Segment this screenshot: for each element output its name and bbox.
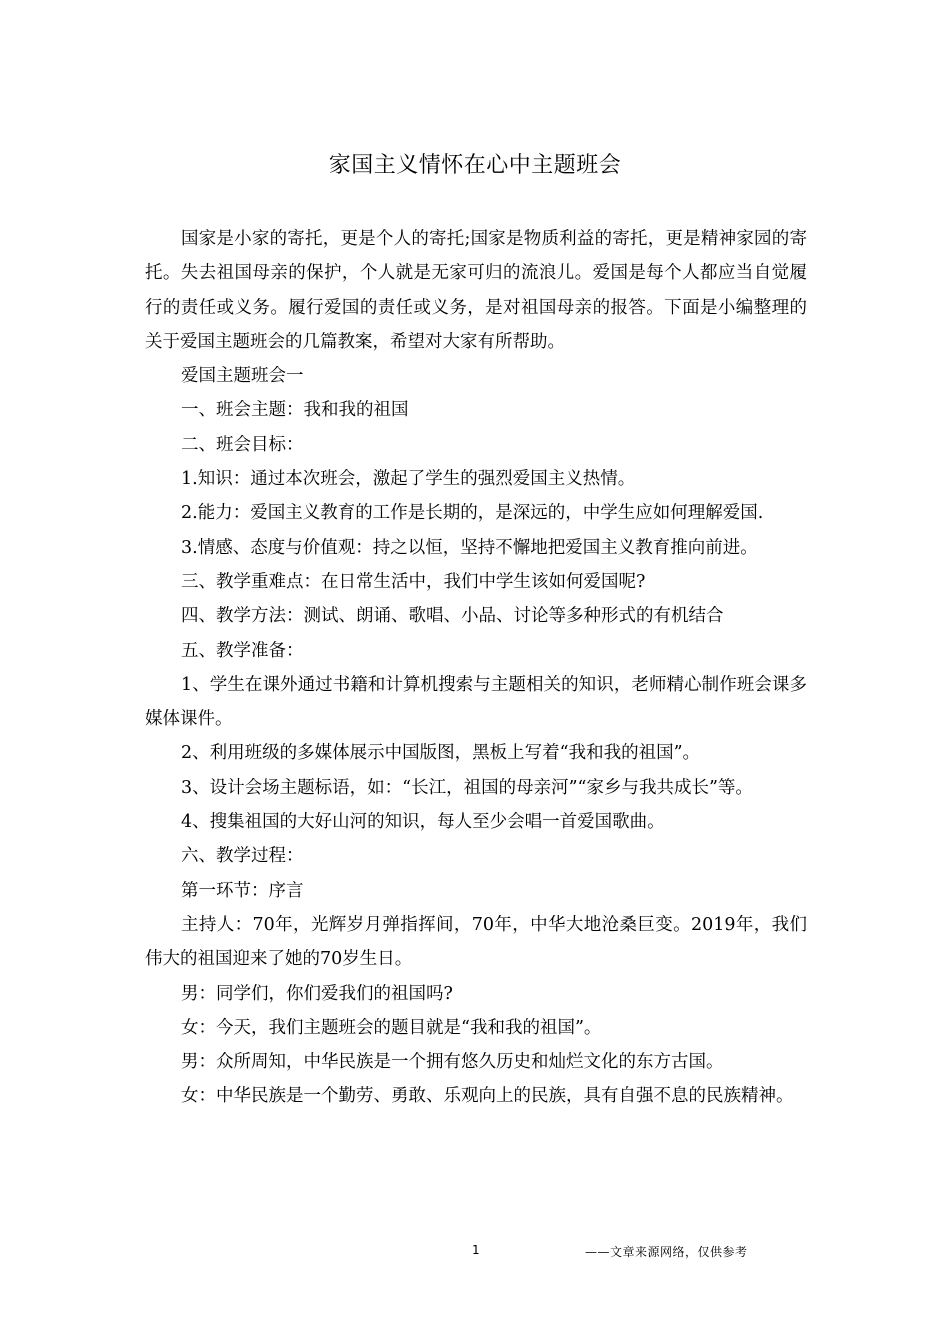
paragraph-prep-2: 2、利用班级的多媒体展示中国版图，黑板上写着“我和我的祖国”。 [181, 743, 701, 764]
paragraph-male-1: 男：同学们，你们爱我们的祖国吗? [181, 983, 453, 1004]
paragraph-stage-1: 第一环节：序言 [181, 880, 304, 901]
paragraph-female-1: 女：今天，我们主题班会的题目就是“我和我的祖国”。 [181, 1017, 602, 1038]
paragraph-goal-ability: 2.能力：爱国主义教育的工作是长期的，是深远的，中学生应如何理解爱国. [181, 503, 764, 524]
paragraph-key-points: 三、教学重难点：在日常生活中，我们中学生该如何爱国呢? [181, 571, 646, 592]
paragraph-methods: 四、教学方法：测试、朗诵、歌唱、小品、讨论等多种形式的有机结合 [181, 606, 724, 627]
paragraph-prep-3: 3、设计会场主题标语，如：“长江，祖国的母亲河”“家乡与我共成长”等。 [181, 777, 753, 798]
footer-note: ——文章来源网络，仅供参考 [585, 1245, 748, 1259]
paragraph-goals-heading: 二、班会目标： [181, 434, 304, 455]
paragraph-female-2: 女：中华民族是一个勤劳、勇敢、乐观向上的民族，具有自强不息的民族精神。 [181, 1086, 794, 1107]
page-number: 1 [472, 1243, 480, 1257]
paragraph-prep-4: 4、搜集祖国的大好山河的知识，每人至少会唱一首爱国歌曲。 [181, 812, 665, 833]
paragraph-section-heading: 爱国主题班会一 [181, 366, 304, 387]
paragraph-prep-heading: 五、教学准备： [181, 640, 304, 661]
document-body [145, 222, 807, 1114]
paragraph-goal-values: 3.情感、态度与价值观：持之以恒，坚持不懈地把爱国主义教育推向前进。 [181, 537, 758, 558]
paragraph-male-2: 男：众所周知，中华民族是一个拥有悠久历史和灿烂文化的东方古国。 [181, 1052, 724, 1073]
paragraph-theme: 一、班会主题：我和我的祖国 [181, 400, 409, 421]
document-title: 家国主义情怀在心中主题班会 [328, 153, 622, 178]
paragraph-process-heading: 六、教学过程： [181, 846, 304, 867]
paragraph-prep-1: 1、学生在课外通过书籍和计算机搜索与主题相关的知识，老师精心制作班会课多媒体课件。 [145, 674, 807, 730]
paragraph-goal-knowledge: 1.知识：通过本次班会，激起了学生的强烈爱国主义热情。 [181, 469, 636, 490]
paragraph-intro: 国家是小家的寄托，更是个人的寄托;国家是物质利益的寄托，更是精神家园的寄托。失去祖国母亲的保护，个人就是无家可归的流浪儿。爱国是每个人都应当自觉履行的责任或义务。履行爱国的责任或义务，是对祖国母亲的报答。下面是小编整理的关于爱国主题班会的几篇教案，希望对大家有所帮助。 [145, 229, 807, 352]
paragraph-host: 主持人：70年，光辉岁月弹指挥间，70年，中华大地沧桑巨变。2019年，我们伟大的祖国迎来了她的70岁生日。 [145, 914, 807, 970]
